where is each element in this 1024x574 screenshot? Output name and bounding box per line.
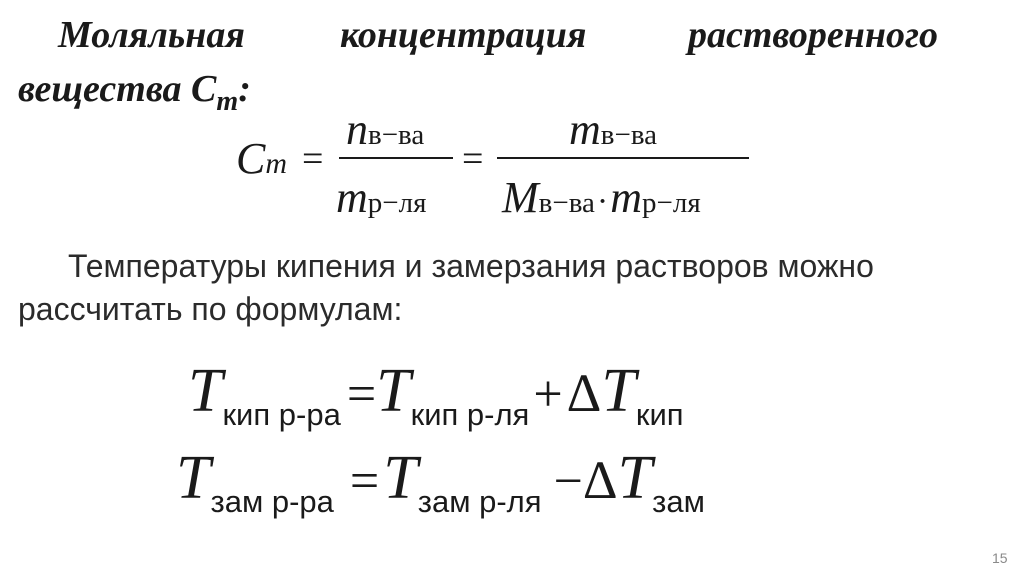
- boiling-sub1: кип р-ра: [222, 397, 341, 432]
- freezing-formula: [176, 444, 705, 519]
- heading-word-molal: Моляльная: [58, 14, 245, 56]
- paragraph-line2: рассчитать по формулам:: [18, 291, 403, 327]
- den2-sub2: р−ля: [642, 187, 701, 219]
- freezing-sub1: зам р-ра: [210, 484, 334, 519]
- heading-line2: [18, 68, 251, 117]
- boiling-T1: T: [188, 357, 223, 425]
- num2-sub: в−ва: [600, 119, 658, 151]
- formula-lhs: [236, 134, 288, 183]
- den1-sub: р−ля: [367, 187, 427, 219]
- den1-var: m: [336, 173, 368, 222]
- den2-var2: m: [610, 173, 642, 222]
- boiling-formula: [188, 357, 684, 432]
- heading-colon: :: [238, 68, 251, 110]
- den2-sub1: в−ва: [538, 187, 595, 219]
- den2-dot: ·: [596, 183, 609, 220]
- boiling-T2: T: [376, 357, 411, 425]
- boiling-plus: +: [533, 366, 563, 423]
- num2-var: m: [569, 105, 601, 154]
- freezing-delta: Δ: [582, 450, 618, 510]
- boiling-sub2: кип р-ля: [410, 397, 530, 432]
- freezing-T2: T: [383, 444, 418, 512]
- freezing-sub2: зам р-ля: [417, 484, 542, 519]
- heading-word-substance: вещества: [18, 68, 182, 110]
- heading-symbol: C: [191, 68, 217, 110]
- fraction2-denominator: [502, 173, 701, 222]
- heading-word-dissolved: растворенного: [688, 14, 938, 56]
- heading-symbol-sub: m: [216, 86, 239, 117]
- freezing-T1: T: [176, 444, 211, 512]
- boiling-equals: =: [346, 366, 377, 423]
- fraction1-bar: [339, 157, 453, 159]
- boiling-sub3: кип: [635, 397, 684, 432]
- freezing-T3: T: [617, 444, 653, 512]
- paragraph-line1: Температуры кипения и замерзания растворов можно: [68, 248, 874, 284]
- den2-var1: M: [502, 173, 539, 222]
- heading-word-concentration: концентрация: [340, 14, 587, 56]
- lhs-var: C: [236, 134, 266, 183]
- fraction1-denominator: [336, 173, 427, 222]
- page-number: 15: [992, 550, 1008, 566]
- equals-2: =: [462, 138, 484, 180]
- num1-var: n: [346, 105, 368, 154]
- fraction2-bar: [497, 157, 749, 159]
- freezing-equals: =: [349, 453, 380, 510]
- freezing-minus: −: [553, 453, 583, 510]
- fraction2-numerator: [569, 105, 658, 154]
- fraction1-numerator: [346, 105, 425, 154]
- lhs-sub: m: [265, 147, 288, 180]
- boiling-delta: Δ: [566, 363, 602, 423]
- equals-1: =: [302, 138, 324, 180]
- freezing-sub3: зам: [652, 484, 705, 519]
- num1-sub: в−ва: [368, 119, 425, 151]
- boiling-T3: T: [601, 357, 636, 425]
